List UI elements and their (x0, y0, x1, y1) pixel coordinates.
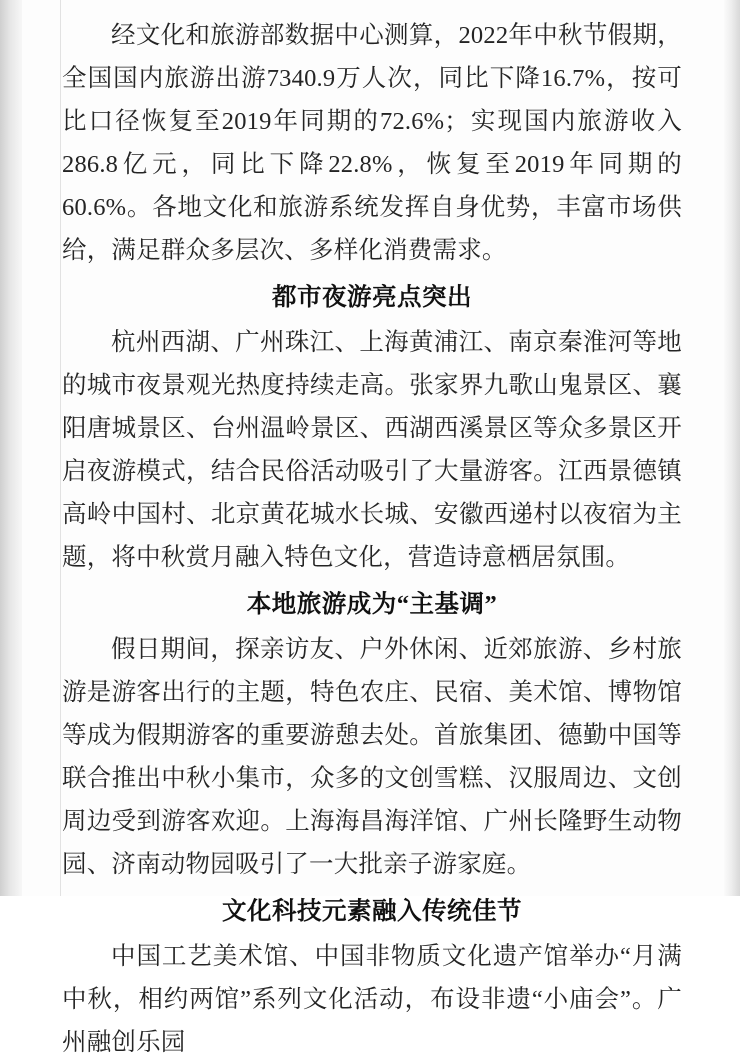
section-heading-3: 文化科技元素融入传统佳节 (222, 898, 522, 925)
section-heading-1: 都市夜游亮点突出 (272, 284, 472, 311)
page-left-margin-line (60, 0, 61, 896)
paragraph-2: 杭州西湖、广州珠江、上海黄浦江、南京秦淮河等地的城市夜景观光热度持续走高。张家界九歌山鬼景区、襄阳唐城景区、台州温岭景区、西湖西溪景区等众多景区开启夜游模式，结合民俗活动吸引了大量游客。江西景德镇高岭中国村、北京黄花城水长城、安徽西递村以夜宿为主题，将中秋赏月融入特色文化，营造诗意栖居氛围。 (62, 329, 682, 571)
paragraph-4: 中国工艺美术馆、中国非物质文化遗产馆举办“月满中秋，相约两馆”系列文化活动，布设非遗“小庙会”。广州融创乐园 (62, 943, 682, 1056)
section-heading-2: 本地旅游成为“主基调” (246, 591, 498, 618)
document-body (62, 0, 682, 1064)
page-left-edge-shadow (0, 0, 22, 896)
paragraph-3: 假日期间，探亲访友、户外休闲、近郊旅游、乡村旅游是游客出行的主题，特色农庄、民宿、美术馆、博物馆等成为假期游客的重要游憩去处。首旅集团、德勤中国等联合推出中秋小集市，众多的文创雪糕、汉服周边、文创周边受到游客欢迎。上海海昌海洋馆、广州长隆野生动物园、济南动物园吸引了一大批亲子游家庭。 (62, 636, 682, 878)
page-right-edge-shadow (724, 0, 740, 896)
paragraph-1: 经文化和旅游部数据中心测算，2022年中秋节假期，全国国内旅游出游7340.9万人次，同比下降16.7%，按可比口径恢复至2019年同期的72.6%；实现国内旅游收入286.8亿元，同比下降22.8%，恢复至2019年同期的60.6%。各地文化和旅游系统发挥自身优势，丰富市场供给，满足群众多层次、多样化消费需求。 (62, 22, 682, 264)
